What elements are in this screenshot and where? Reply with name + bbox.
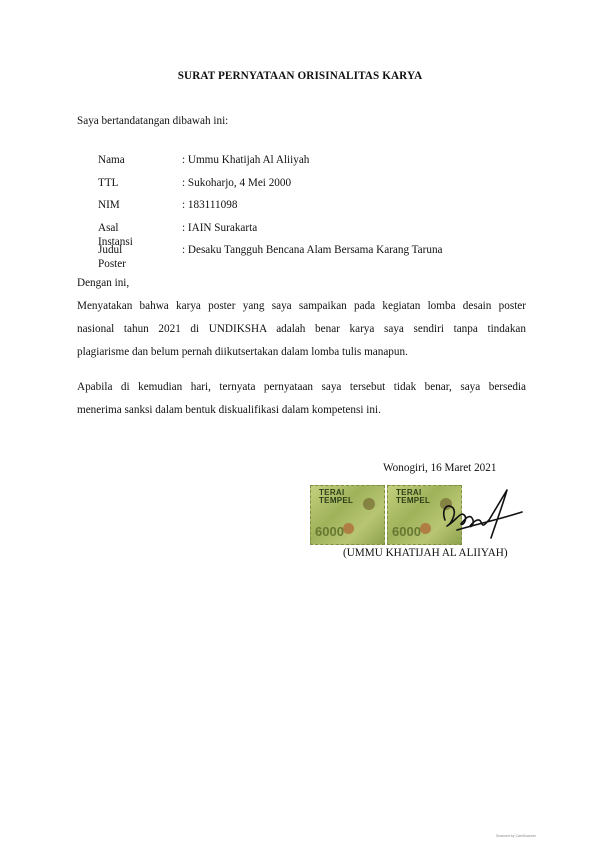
field-label: Asal Instansi	[98, 221, 133, 248]
place-date: Wonogiri, 16 Maret 2021	[383, 462, 497, 474]
field-label: TTL	[98, 176, 119, 189]
signer-name: (UMMU KHATIJAH AL ALIIYAH)	[343, 547, 508, 559]
stamp-header: TERAI TEMPEL	[319, 488, 354, 505]
stamp-number: 6000	[392, 524, 421, 539]
statement-paragraph	[77, 272, 526, 364]
field-label: Nama	[98, 154, 125, 166]
field-value: : IAIN Surakarta	[182, 221, 258, 234]
field-value: : Desaku Tangguh Bencana Alam Bersama Karang Taruna	[182, 244, 443, 256]
revenue-stamp	[310, 485, 385, 545]
flower-icon	[343, 523, 354, 534]
field-label: Judul Poster	[98, 244, 126, 270]
paragraph-line: plagiarisme dan belum pernah diikutsertakan dalam lomba tulis manapun.	[77, 346, 408, 358]
field-value: : Ummu Khatijah Al Aliiyah	[182, 154, 310, 166]
field-label: NIM	[98, 199, 120, 211]
footer-text: Scanned by CamScanner	[496, 834, 536, 838]
paragraph-line: Apabila di kemudian hari, ternyata pernyataan saya tersebut tidak benar, saya bersedia	[77, 381, 526, 393]
paragraph-line: Menyatakan bahwa karya poster yang saya sampaikan pada kegiatan lomba desain poster	[77, 300, 526, 312]
paragraph-line: nasional tahun 2021 di UNDIKSHA adalah benar karya saya sendiri tanpa tindakan	[77, 323, 526, 335]
sanction-paragraph	[77, 376, 526, 422]
field-value: : Sukoharjo, 4 Mei 2000	[182, 176, 292, 189]
intro-text: Saya bertandatangan dibawah ini:	[77, 115, 229, 127]
handwritten-signature	[437, 480, 527, 545]
emblem-icon	[363, 498, 375, 510]
paragraph-line: menerima sanksi dalam bentuk diskualifikasi dalam kompetensi ini.	[77, 404, 381, 416]
field-value: : 183111098	[182, 199, 238, 211]
document-title: SURAT PERNYATAAN ORISINALITAS KARYA	[177, 70, 423, 82]
stamp-number: 6000	[315, 524, 344, 539]
stamp-header: TERAI TEMPEL	[396, 488, 431, 505]
paragraph-lead: Dengan ini,	[77, 277, 130, 289]
flower-icon	[420, 523, 431, 534]
